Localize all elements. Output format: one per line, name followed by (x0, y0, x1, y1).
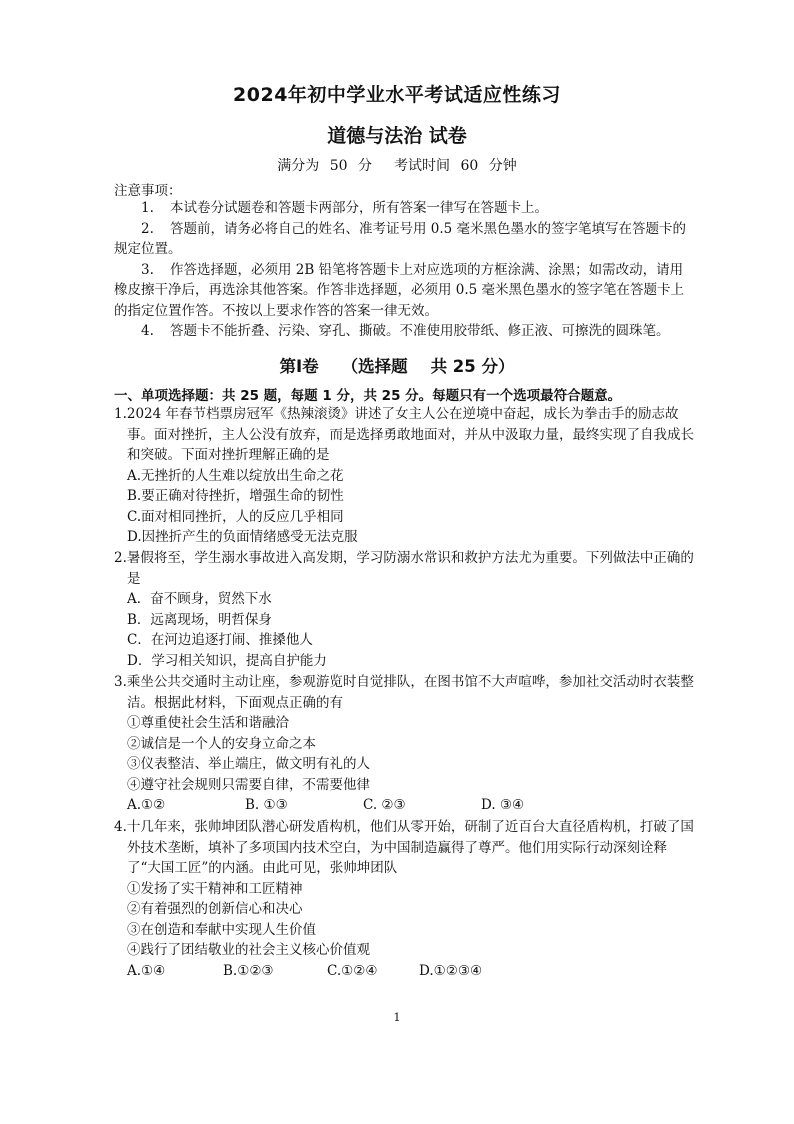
option-c: C．在河边追逐打闹、推搡他人 (127, 632, 313, 648)
statement-1: ①尊重使社会生活和谐融洽 (127, 715, 289, 731)
option-a: A.无挫折的人生难以绽放出生命之花 (127, 467, 344, 484)
option-a: A．奋不顾身，贸然下水 (127, 591, 272, 607)
page-number: 1 (393, 1011, 401, 1024)
question-1 (114, 404, 696, 548)
notes-heading: 注意事项： (114, 183, 182, 199)
time-info: 考试时间 60 分钟 (394, 158, 517, 174)
choice-b: B. ①③ (245, 797, 288, 813)
statement-4: ④践行了团结敬业的社会主义核心价值观 (127, 942, 370, 958)
question-stem: 2.暑假将至，学生溺水事故进入高发期，学习防溺水常识和救护方法尤为重要。下列做法中正确的是 (114, 550, 694, 587)
option-c: C.面对相同挫折，人的反应几乎相同 (127, 508, 344, 525)
question-4 (114, 817, 696, 981)
notes-list (114, 198, 694, 342)
exam-subject: 道德与法治 试卷 (327, 125, 467, 147)
note-item: 1. 本试卷分试题卷和答题卡两部分，所有答案一律写在答题卡上。 (141, 200, 548, 216)
option-d: D.因挫折产生的负面情绪感受无法克服 (127, 529, 358, 545)
choice-c: C. ②③ (363, 797, 406, 813)
statement-4: ④遵守社会规则只需要自律，不需要他律 (127, 776, 370, 793)
question-stem: 4.十几年来，张帅坤团队潜心研发盾构机，他们从零开始，研制了近百台大直径盾构机，打破了国外技术垄断，填补了多项国内技术空白，为中国制造赢得了尊严。他们用实际行动深刻诠释了“大国工匠”的内涵。由此可见，张帅坤团队 (114, 819, 694, 876)
note-item: 2. 答题前，请务必将自己的姓名、准考证号用 0.5 毫米黑色墨水的签字笔填写在答题卡的规定位置。 (114, 220, 687, 257)
note-item: 4. 答题卡不能折叠、污染、穿孔、撕破。不准使用胶带纸、修正液、可擦洗的圆珠笔。 (141, 323, 670, 339)
statement-2: ②诚信是一个人的安身立命之本 (127, 735, 316, 752)
choice-c: C.①②④ (327, 962, 378, 979)
choice-a: A.①④ (127, 962, 166, 979)
exam-title: 2024年初中学业水平考试适应性练习 (233, 84, 561, 106)
statement-2: ②有着强烈的创新信心和决心 (127, 901, 303, 917)
note-item: 3. 作答选择题，必须用 2B 铅笔将答题卡上对应选项的方框涂满、涂黑；如需改动，请用橡皮擦干净后，再选涂其他答案。作答非选择题，必须用 0.5 毫米黑色墨水的签字笔在答题卡上的指定位置作答。不按以上要求作答的答案一律无效。 (114, 261, 685, 319)
statement-3: ③仪表整洁、举止端庄，做文明有礼的人 (127, 756, 370, 772)
part-title: 第Ⅰ卷 （选择题 共 25 分） (279, 357, 515, 376)
choice-d: D. ③④ (481, 797, 525, 813)
choice-d: D.①②③④ (419, 962, 483, 979)
question-stem: 3.乘坐公共交通时主动让座，参观游览时自觉排队，在图书馆不大声喧哗，参加社交活动时衣装整洁。根据此材料，下面观点正确的有 (114, 674, 694, 711)
question-2 (114, 548, 696, 671)
choice-b: B.①②③ (223, 962, 274, 979)
statement-3: ③在创造和奉献中实现人生价值 (127, 921, 316, 938)
option-b: B．远离现场，明哲保身 (127, 611, 272, 628)
question-stem: 1.2024 年春节档票房冠军《热辣滚烫》讲述了女主人公在逆境中奋起，成长为拳击手的励志故事。面对挫折，主人公没有放弃，而是选择勇敢地面对，并从中汲取力量，最终实现了自我成长和突破。下面对挫折理解正确的是 (114, 406, 694, 463)
option-b: B.要正确对待挫折，增强生命的韧性 (127, 488, 344, 504)
option-d: D．学习相关知识，提高自护能力 (127, 652, 327, 669)
exam-meta (0, 155, 794, 175)
choice-row (114, 795, 696, 816)
statement-1: ①发扬了实干精神和工匠精神 (127, 880, 303, 897)
section-heading: 一、单项选择题：共 25 题，每题 1 分，共 25 分。每题只有一个选项最符合题意。 (114, 388, 622, 404)
question-3 (114, 672, 696, 816)
choice-row (114, 961, 696, 982)
score-info: 满分为 50 分 (277, 158, 372, 174)
choice-a: A.①② (127, 797, 166, 813)
